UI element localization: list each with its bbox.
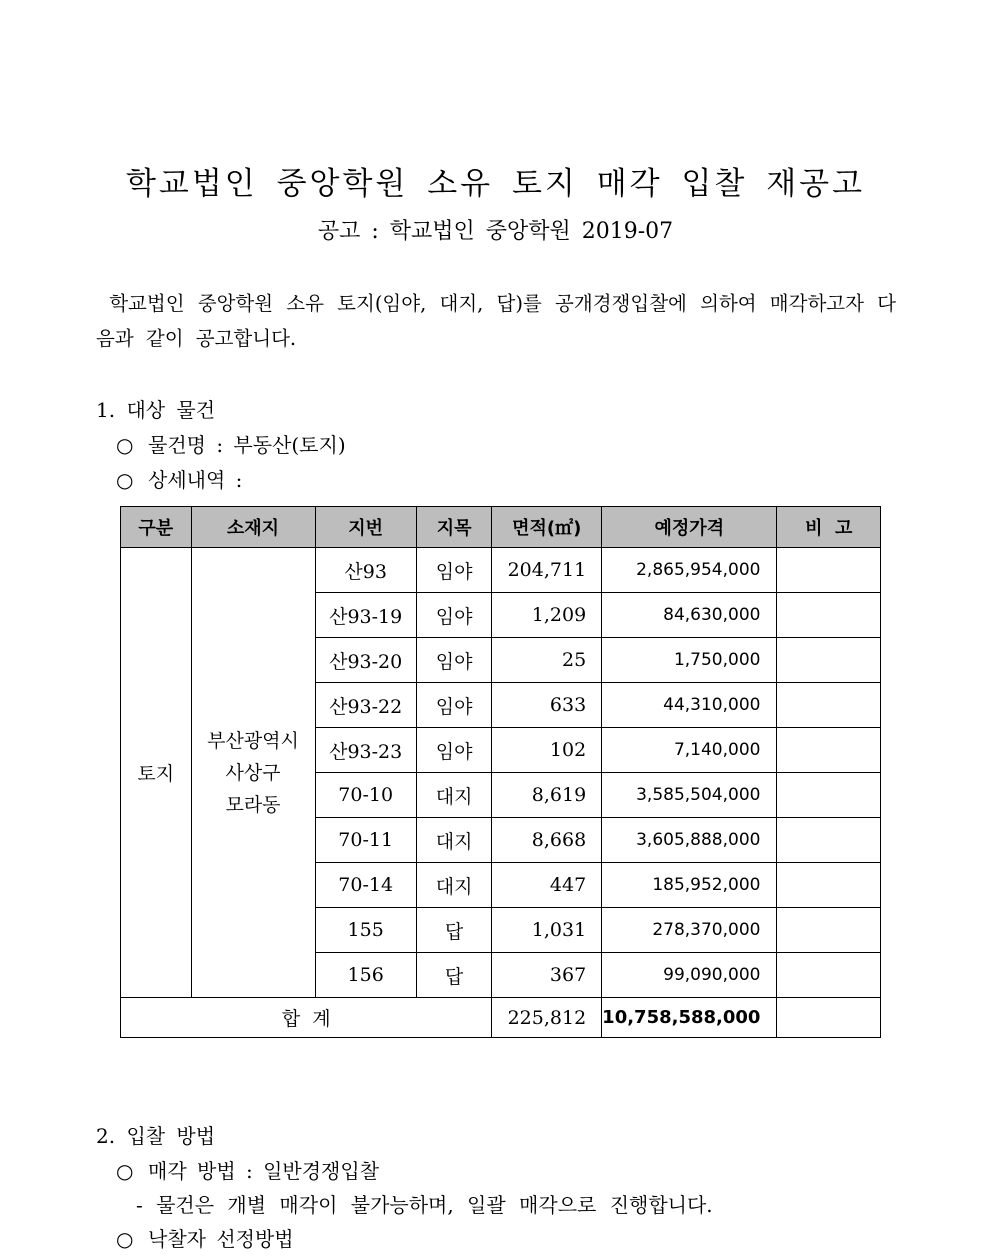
section2-heading: 2. 입찰 방법 xyxy=(96,1124,216,1148)
note-cell xyxy=(777,773,881,818)
lot-cell: 산93-22 xyxy=(315,683,416,728)
header-lot: 지번 xyxy=(315,507,416,548)
land-type-cell: 대지 xyxy=(416,863,491,908)
lot-cell: 산93 xyxy=(315,548,416,593)
note-cell xyxy=(777,908,881,953)
table-row xyxy=(121,548,881,593)
price-cell: 84,630,000 xyxy=(602,593,777,638)
circle-bullet-icon: ○ xyxy=(116,433,134,457)
area-cell: 447 xyxy=(492,863,602,908)
land-type-cell: 대지 xyxy=(416,773,491,818)
circle-bullet-icon: ○ xyxy=(116,1159,134,1183)
circle-bullet-icon: ○ xyxy=(116,1227,134,1251)
land-type-cell: 답 xyxy=(416,908,491,953)
price-cell: 278,370,000 xyxy=(602,908,777,953)
note-cell xyxy=(777,638,881,683)
land-type-cell: 대지 xyxy=(416,818,491,863)
lot-cell: 산93-20 xyxy=(315,638,416,683)
total-row xyxy=(121,998,881,1038)
land-type-cell: 임야 xyxy=(416,728,491,773)
sale-method-note: - 물건은 개별 매각이 불가능하며, 일괄 매각으로 진행합니다. xyxy=(136,1193,713,1217)
location-line: 사상구 xyxy=(225,761,281,784)
area-cell: 25 xyxy=(492,638,602,683)
price-cell: 7,140,000 xyxy=(602,728,777,773)
location-line: 모라동 xyxy=(225,793,281,816)
total-area: 225,812 xyxy=(492,998,602,1038)
land-type-cell: 임야 xyxy=(416,683,491,728)
price-cell: 3,585,504,000 xyxy=(602,773,777,818)
lot-cell: 70-11 xyxy=(315,818,416,863)
total-price: 10,758,588,000 xyxy=(602,998,777,1038)
header-note: 비 고 xyxy=(777,507,881,548)
bullet-item-name xyxy=(116,429,346,458)
note-cell xyxy=(777,863,881,908)
bullet-text: 낙찰자 선정방법 xyxy=(148,1227,294,1251)
lot-cell: 산93-23 xyxy=(315,728,416,773)
page-title: 학교법인 중앙학원 소유 토지 매각 입찰 재공고 xyxy=(125,166,866,202)
note-cell xyxy=(777,728,881,773)
area-cell: 1,209 xyxy=(492,593,602,638)
lot-cell: 70-14 xyxy=(315,863,416,908)
notice-number: 공고 : 학교법인 중앙학원 2019-07 xyxy=(317,219,674,244)
land-type-cell: 답 xyxy=(416,953,491,998)
area-cell: 1,031 xyxy=(492,908,602,953)
area-cell: 8,668 xyxy=(492,818,602,863)
price-cell: 185,952,000 xyxy=(602,863,777,908)
area-cell: 204,711 xyxy=(492,548,602,593)
header-location: 소재지 xyxy=(191,507,315,548)
bullet-text: 상세내역 : xyxy=(148,468,243,492)
price-cell: 44,310,000 xyxy=(602,683,777,728)
land-table xyxy=(120,506,881,1038)
section1-heading: 1. 대상 물건 xyxy=(96,398,216,422)
land-type-cell: 임야 xyxy=(416,638,491,683)
area-cell: 633 xyxy=(492,683,602,728)
total-note xyxy=(777,998,881,1038)
intro-paragraph xyxy=(96,286,896,356)
note-cell xyxy=(777,593,881,638)
area-cell: 8,619 xyxy=(492,773,602,818)
header-area: 면적(㎡) xyxy=(492,507,602,548)
price-cell: 3,605,888,000 xyxy=(602,818,777,863)
bullet-sale-method xyxy=(116,1155,379,1184)
lot-cell: 155 xyxy=(315,908,416,953)
bullet-details xyxy=(116,464,242,493)
note-cell xyxy=(777,683,881,728)
bullet-text: 매각 방법 : 일반경쟁입찰 xyxy=(148,1159,380,1183)
land-type-cell: 임야 xyxy=(416,593,491,638)
table-header-row xyxy=(121,507,881,548)
header-price: 예정가격 xyxy=(602,507,777,548)
category-cell: 토지 xyxy=(121,548,192,998)
lot-cell: 산93-19 xyxy=(315,593,416,638)
note-cell xyxy=(777,548,881,593)
intro-text: 학교법인 중앙학원 소유 토지(임야, 대지, 답)를 공개경쟁입찰에 의하여 매각하고자 다음과 같이 공고합니다. xyxy=(96,292,897,350)
circle-bullet-icon: ○ xyxy=(116,468,134,492)
lot-cell: 156 xyxy=(315,953,416,998)
header-category: 구분 xyxy=(121,507,192,548)
total-label: 합 계 xyxy=(121,998,492,1038)
price-cell: 99,090,000 xyxy=(602,953,777,998)
price-cell: 2,865,954,000 xyxy=(602,548,777,593)
area-cell: 367 xyxy=(492,953,602,998)
note-cell xyxy=(777,953,881,998)
lot-cell: 70-10 xyxy=(315,773,416,818)
price-cell: 1,750,000 xyxy=(602,638,777,683)
location-line: 부산광역시 xyxy=(207,729,299,752)
header-land-type: 지목 xyxy=(416,507,491,548)
bullet-text: 물건명 : 부동산(토지) xyxy=(148,433,346,457)
bullet-winner-selection xyxy=(116,1223,294,1252)
note-cell xyxy=(777,818,881,863)
location-cell xyxy=(191,548,315,998)
area-cell: 102 xyxy=(492,728,602,773)
land-type-cell: 임야 xyxy=(416,548,491,593)
